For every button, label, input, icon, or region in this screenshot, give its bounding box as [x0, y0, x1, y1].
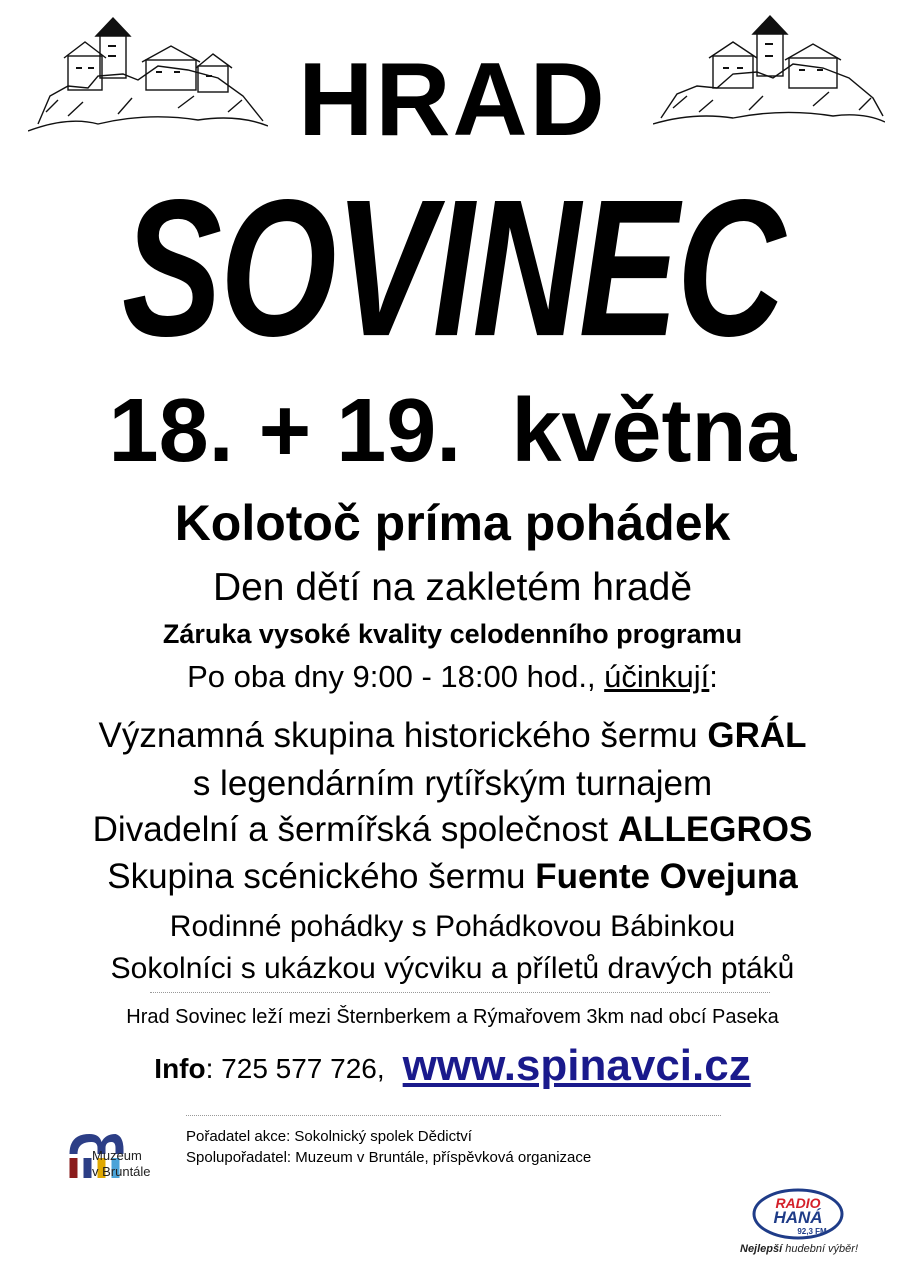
- divider: [150, 992, 770, 993]
- opening-hours-colon: :: [709, 659, 718, 694]
- performer-line: Skupina scénického šermu Fuente Ovejuna: [107, 857, 798, 896]
- event-subtitle: Kolotoč príma pohádek: [174, 495, 731, 551]
- radio-name-top: RADIO: [775, 1195, 821, 1211]
- organizer-co: Spolupořadatel: Muzeum v Bruntále, příspěvková organizace: [186, 1149, 592, 1166]
- title-hrad: HRAD: [298, 42, 607, 158]
- radio-name-bottom: HANÁ: [773, 1208, 823, 1227]
- title-sovinec: SOVINEC: [121, 158, 784, 377]
- opening-hours-text: Po oba dny 9:00 - 18:00 hod.,: [187, 659, 605, 694]
- radio-hana-logo: [752, 1188, 844, 1240]
- program-item: Rodinné pohádky s Pohádkovou Bábinkou: [169, 910, 736, 943]
- performer-line: Významná skupina historického šermu GRÁL: [98, 716, 807, 755]
- performer-name: Fuente Ovejuna: [535, 857, 798, 896]
- program-item: Sokolníci s ukázkou výcviku a příletů dravých ptáků: [110, 952, 795, 985]
- location-text: Hrad Sovinec leží mezi Šternberkem a Rýmařovem 3km nad obcí Paseka: [126, 1006, 779, 1028]
- quality-note: Záruka vysoké kvality celodenního programu: [162, 619, 743, 649]
- event-tagline: Den dětí na zakletém hradě: [212, 566, 693, 609]
- phone-number: : 725 577 726,: [205, 1053, 385, 1084]
- info-label: Info: [154, 1053, 206, 1084]
- performer-line: s legendárním rytířským turnajem: [192, 764, 713, 803]
- performer-name: GRÁL: [707, 716, 807, 755]
- organizer-main: Pořadatel akce: Sokolnický spolek Dědictví: [186, 1128, 472, 1145]
- radio-frequency: 92,3 FM: [797, 1227, 827, 1236]
- performers-link[interactable]: účinkují: [604, 659, 710, 694]
- performer-name: ALLEGROS: [617, 810, 813, 849]
- performer-line: Divadelní a šermířská společnost ALLEGROS: [92, 810, 813, 849]
- info-line: [0, 1040, 905, 1093]
- event-dates: 18. + 19. května: [108, 381, 797, 481]
- radio-slogan: Nejlepší hudební výběr!: [740, 1243, 859, 1255]
- opening-hours: [0, 660, 905, 694]
- footer-divider: [186, 1115, 721, 1116]
- museum-name: Muzeum v Bruntále: [92, 1148, 151, 1180]
- website-link[interactable]: www.spinavci.cz: [402, 1041, 751, 1090]
